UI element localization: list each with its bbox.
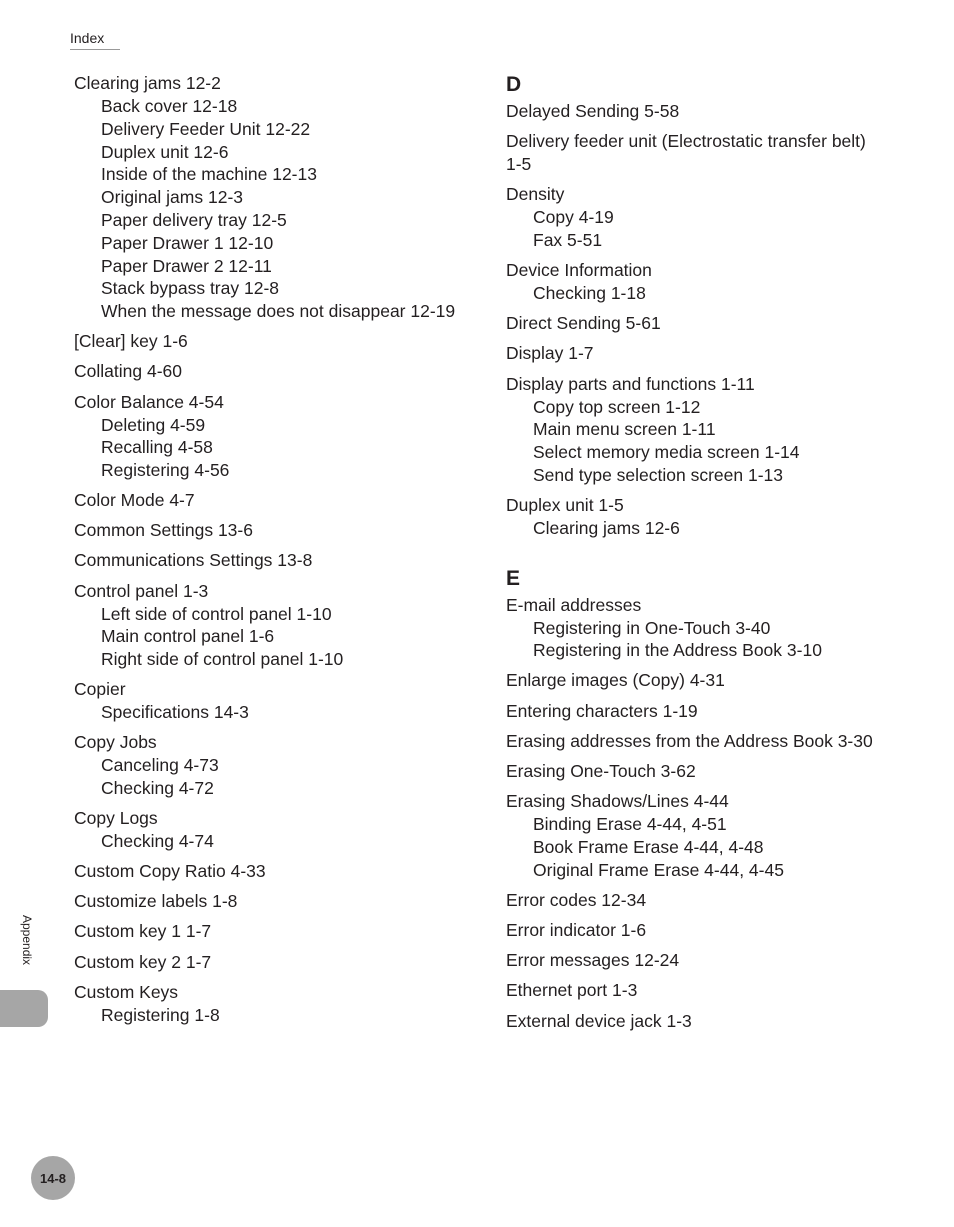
index-entry-term: Copier (74, 679, 126, 700)
index-entry-term: Error messages 12-24 (506, 950, 680, 971)
index-subentry: Duplex unit 12-6 (101, 141, 229, 162)
running-header: Index (70, 30, 120, 50)
index-subentry: Fax 5-51 (533, 230, 603, 251)
index-entry (506, 594, 906, 663)
index-subentry: Checking 4-74 (101, 831, 214, 852)
index-entry (74, 731, 474, 800)
section-e-entries (506, 594, 906, 1033)
index-entry (74, 580, 474, 671)
index-subentry: Original jams 12-3 (101, 187, 243, 208)
index-entry (506, 183, 906, 252)
index-entry (506, 259, 906, 305)
index-entry-term: Copy Jobs (74, 732, 157, 753)
index-subentry: Delivery Feeder Unit 12-22 (101, 118, 311, 139)
index-entry (74, 391, 474, 482)
index-entry (506, 130, 906, 176)
index-entry-term: [Clear] key 1-6 (74, 331, 188, 352)
index-entry-term: Customize labels 1-8 (74, 891, 238, 912)
index-subentry: Registering in the Address Book 3-10 (533, 640, 822, 661)
index-entry-term: Control panel 1-3 (74, 580, 209, 601)
index-entry (74, 549, 474, 572)
index-entry (74, 489, 474, 512)
index-entry-term: Custom Keys (74, 981, 179, 1002)
index-entry (74, 519, 474, 542)
index-entry-term: Delayed Sending 5-58 (506, 101, 680, 121)
side-tab-label: Appendix (20, 915, 34, 966)
index-entry-term: Error codes 12-34 (506, 889, 647, 910)
index-column-left (74, 72, 474, 1034)
index-entry (506, 889, 906, 912)
index-entry-term: Copy Logs (74, 808, 158, 829)
index-entry-term: Collating 4-60 (74, 361, 182, 382)
index-entry-term: Custom Copy Ratio 4-33 (74, 861, 266, 881)
index-subentry: Registering 4-56 (101, 460, 230, 481)
index-entry (506, 100, 906, 123)
index-entry-term: Device Information (506, 260, 652, 281)
index-entry (506, 949, 906, 972)
index-entry-term: Erasing Shadows/Lines 4-44 (506, 791, 729, 812)
index-subentry: Paper Drawer 2 12-11 (101, 255, 272, 276)
index-subentry: Send type selection screen 1-13 (533, 464, 784, 485)
index-subentry: Checking 4-72 (101, 778, 214, 799)
index-entry (506, 373, 906, 487)
index-entry (506, 494, 906, 540)
section-letter-d: D (506, 73, 522, 96)
section-letter-e: E (506, 566, 521, 590)
index-entry (506, 790, 906, 881)
index-subentry: Stack bypass tray 12-8 (101, 278, 279, 299)
index-entry-term: Direct Sending 5-61 (506, 313, 661, 334)
index-subentry: Clearing jams 12-6 (533, 517, 680, 538)
index-entry (506, 342, 906, 365)
index-entry-term: Erasing addresses from the Address Book 3-30 (506, 730, 873, 751)
index-subentry: Deleting 4-59 (101, 414, 206, 435)
index-entry-term: Color Balance 4-54 (74, 391, 224, 412)
index-subentry: Registering 1-8 (101, 1004, 220, 1025)
index-subentry: Book Frame Erase 4-44, 4-48 (533, 837, 764, 858)
index-subentry: Select memory media screen 1-14 (533, 442, 800, 463)
index-subentry: Main control panel 1-6 (101, 626, 275, 647)
index-subentry: Back cover 12-18 (101, 96, 238, 116)
index-entry (74, 807, 474, 853)
index-subentry: Inside of the machine 12-13 (101, 164, 317, 185)
index-entry (506, 669, 906, 692)
index-entry (506, 700, 906, 723)
index-subentry: Paper delivery tray 12-5 (101, 209, 287, 230)
index-subentry: Copy top screen 1-12 (533, 396, 701, 417)
side-tab-marker (0, 990, 48, 1027)
index-entry-term: E-mail addresses (506, 594, 642, 615)
index-entry (74, 678, 474, 724)
index-subentry: Paper Drawer 1 12-10 (101, 232, 274, 253)
index-subentry: Original Frame Erase 4-44, 4-45 (533, 859, 784, 880)
index-entry-term: Error indicator 1-6 (506, 919, 647, 940)
index-entry-term: Display 1-7 (506, 343, 594, 364)
index-entry-term: Enlarge images (Copy) 4-31 (506, 670, 725, 691)
index-entry (506, 760, 906, 783)
index-entry (506, 1010, 906, 1033)
index-entry (74, 951, 474, 974)
index-entry-page-ref: 1-5 (506, 154, 532, 175)
index-subentry: When the message does not disappear 12-19 (101, 301, 456, 322)
index-entry-term: Color Mode 4-7 (74, 490, 195, 511)
index-subentry: Canceling 4-73 (101, 755, 219, 776)
index-subentry: Specifications 14-3 (101, 702, 249, 723)
index-entry (506, 979, 906, 1002)
index-subentry: Right side of control panel 1-10 (101, 649, 344, 670)
index-entry (506, 919, 906, 942)
index-column-right (506, 72, 906, 1040)
page-number: 14-8 (31, 1156, 75, 1200)
index-entry-term: Erasing One-Touch 3-62 (506, 761, 696, 782)
index-entry (74, 981, 474, 1027)
index-entry (74, 920, 474, 943)
index-subentry: Registering in One-Touch 3-40 (533, 617, 771, 638)
index-entry-term: Density (506, 184, 565, 205)
index-entry-term: Duplex unit 1-5 (506, 494, 624, 515)
index-entry-term: Delivery feeder unit (Electrostatic transfer belt) (506, 131, 866, 152)
index-entry-term: Custom key 2 1-7 (74, 951, 212, 972)
index-entry-term: External device jack 1-3 (506, 1010, 692, 1031)
index-entry (74, 72, 474, 323)
index-subentry: Left side of control panel 1-10 (101, 603, 332, 624)
index-subentry: Recalling 4-58 (101, 437, 213, 458)
index-entry (506, 730, 906, 753)
index-entry-term: Display parts and functions 1-11 (506, 373, 755, 394)
index-entry-term: Ethernet port 1-3 (506, 980, 638, 1001)
index-entry (74, 360, 474, 383)
index-entry-term: Common Settings 13-6 (74, 520, 253, 541)
index-entry-term: Custom key 1 1-7 (74, 921, 212, 942)
index-subentry: Main menu screen 1-11 (533, 419, 716, 440)
index-entry (506, 312, 906, 335)
index-entry (74, 330, 474, 353)
index-subentry: Binding Erase 4-44, 4-51 (533, 814, 727, 835)
index-entry (74, 860, 474, 883)
section-d-entries (506, 100, 906, 540)
index-entry-term: Communications Settings 13-8 (74, 550, 313, 571)
index-entry (74, 890, 474, 913)
index-subentry: Checking 1-18 (533, 283, 646, 304)
index-entry-term: Clearing jams 12-2 (74, 73, 221, 93)
index-subentry: Copy 4-19 (533, 207, 614, 228)
index-entry-term: Entering characters 1-19 (506, 700, 698, 721)
